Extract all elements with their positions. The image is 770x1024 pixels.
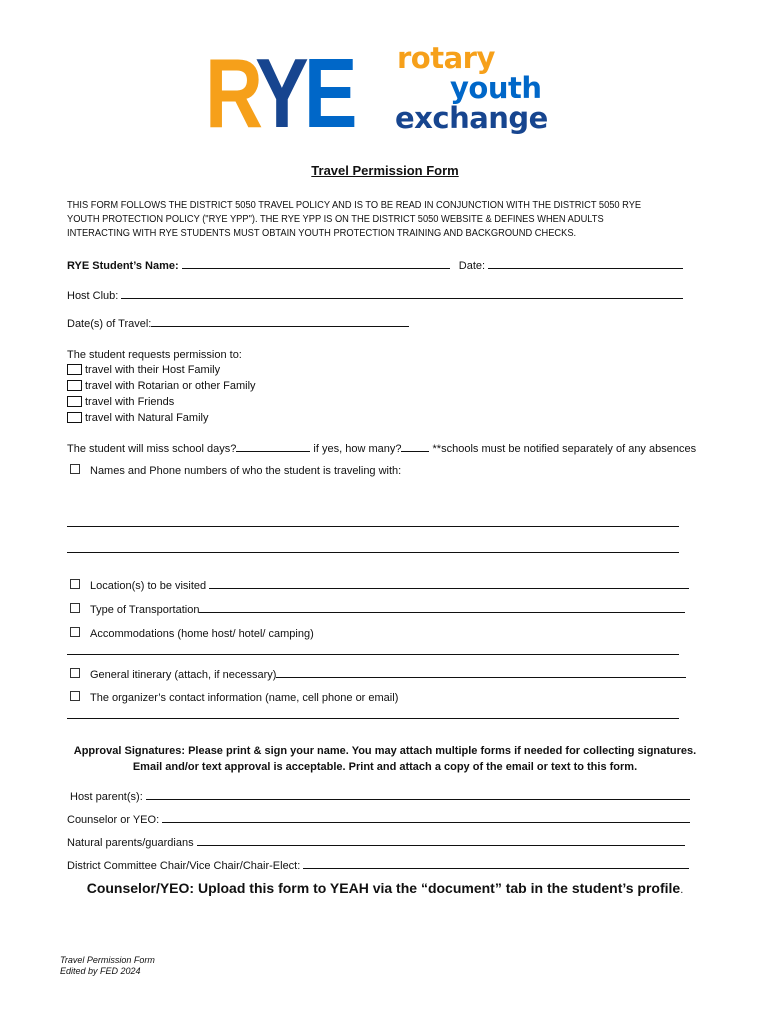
school-days-question: The student will miss school days? [67, 443, 237, 455]
logo-letters [205, 38, 353, 148]
natural-parents-label: Natural parents/guardians [67, 837, 194, 849]
names-phones-label: Names and Phone numbers of who the student is traveling with: [90, 465, 402, 477]
option-friends[interactable] [67, 395, 174, 409]
natural-parents-field[interactable] [197, 835, 685, 846]
upload-note [0, 880, 770, 896]
checkbox-icon[interactable] [70, 668, 80, 678]
footer-edited: Edited by FED 2024 [60, 966, 141, 976]
date-label: Date: [458, 260, 486, 272]
accommodations-label: Accommodations (home host/ hotel/ camping) [90, 628, 314, 640]
option-host-family[interactable] [67, 363, 220, 377]
checkbox-icon[interactable] [67, 380, 82, 391]
names-phones-item [67, 464, 401, 478]
school-note: **schools must be notified separately of any absences [432, 443, 697, 455]
checkbox-icon[interactable] [70, 579, 80, 589]
checkbox-icon[interactable] [70, 627, 80, 637]
school-days-row [67, 441, 696, 456]
option-label: travel with Natural Family [85, 412, 209, 424]
checkbox-icon[interactable] [67, 364, 82, 375]
organizer-item [67, 691, 398, 705]
locations-item [67, 578, 689, 593]
how-many-label: if yes, how many? [313, 443, 402, 455]
organizer-line[interactable] [67, 718, 679, 719]
host-club-row [67, 288, 683, 303]
student-name-field[interactable] [182, 258, 450, 269]
permission-heading: The student requests permission to: [67, 349, 242, 361]
approval-line-1: Approval Signatures: Please print & sign your name. You may attach multiple forms if needed for collecting signatures. [73, 745, 697, 757]
accommodations-line[interactable] [67, 654, 679, 655]
upload-note-period: . [680, 884, 684, 896]
itinerary-item [67, 667, 686, 682]
host-parents-row [70, 789, 690, 804]
logo-letter-r: R [205, 38, 256, 148]
host-club-label: Host Club: [67, 290, 119, 302]
counselor-label: Counselor or YEO: [67, 814, 160, 826]
organizer-label: The organizer’s contact information (name, cell phone or email) [90, 692, 399, 704]
approval-line-2: Email and/or text approval is acceptable. Print and attach a copy of the email or text to this form. [132, 761, 638, 773]
itinerary-label: General itinerary (attach, if necessary) [90, 669, 277, 681]
counselor-row [67, 812, 690, 827]
transport-field[interactable] [199, 602, 685, 613]
logo-letter-e: E [303, 38, 353, 148]
travel-dates-label: Date(s) of Travel: [67, 318, 152, 330]
counselor-field[interactable] [162, 812, 690, 823]
upload-note-text: Counselor/YEO: Upload this form to YEAH via the “document” tab in the student’s profile [86, 880, 681, 896]
itinerary-field[interactable] [276, 667, 686, 678]
date-field[interactable] [488, 258, 683, 269]
student-name-row [67, 258, 683, 273]
accommodations-item [67, 627, 314, 641]
travel-dates-field[interactable] [151, 316, 409, 327]
locations-field[interactable] [209, 578, 689, 589]
travel-dates-row [67, 316, 409, 331]
footer-title: Travel Permission Form [60, 955, 155, 965]
checkbox-icon[interactable] [67, 396, 82, 407]
logo-word-rotary: rotary [397, 41, 495, 75]
logo-letter-y: Y [255, 38, 304, 148]
logo-word-exchange: exchange [395, 101, 548, 135]
rye-logo [205, 38, 548, 148]
transport-item [67, 602, 685, 617]
policy-text: THIS FORM FOLLOWS THE DISTRICT 5050 TRAVEL POLICY AND IS TO BE READ IN CONJUNCTION WITH THE DISTRICT 5050 RYE YOUTH PROTECTION POLICY ("RYE YPP"). THE RYE YPP IS ON THE DISTRICT 5050 WEBSITE & DEFINES WHEN ADULTS INTERACTING WITH RYE STUDENTS MUST OBTAIN YOUTH PROTECTION TRAINING AND BACKGROUND CHECKS. [67, 200, 642, 239]
names-phones-line-2[interactable] [67, 552, 679, 553]
host-parents-field[interactable] [146, 789, 690, 800]
option-rotarian-family[interactable] [67, 379, 256, 393]
option-label: travel with Friends [85, 396, 175, 408]
host-parents-label: Host parent(s): [70, 791, 143, 803]
transport-label: Type of Transportation [90, 604, 200, 616]
locations-label: Location(s) to be visited [90, 580, 207, 592]
option-label: travel with their Host Family [85, 364, 221, 376]
student-name-label: RYE Student’s Name: [67, 260, 179, 272]
checkbox-icon[interactable] [70, 691, 80, 701]
form-title: Travel Permission Form [311, 163, 459, 178]
how-many-field[interactable] [401, 441, 429, 452]
host-club-field[interactable] [121, 288, 683, 299]
checkbox-icon[interactable] [67, 412, 82, 423]
logo-word-youth: youth [450, 71, 542, 105]
natural-parents-row [67, 835, 685, 850]
option-natural-family[interactable] [67, 411, 208, 425]
names-phones-line-1[interactable] [67, 526, 679, 527]
checkbox-icon[interactable] [70, 603, 80, 613]
school-days-field[interactable] [236, 441, 310, 452]
option-label: travel with Rotarian or other Family [85, 380, 256, 392]
district-label: District Committee Chair/Vice Chair/Chair-Elect: [67, 860, 301, 872]
checkbox-icon[interactable] [70, 464, 80, 474]
district-row [67, 858, 689, 873]
district-field[interactable] [303, 858, 689, 869]
